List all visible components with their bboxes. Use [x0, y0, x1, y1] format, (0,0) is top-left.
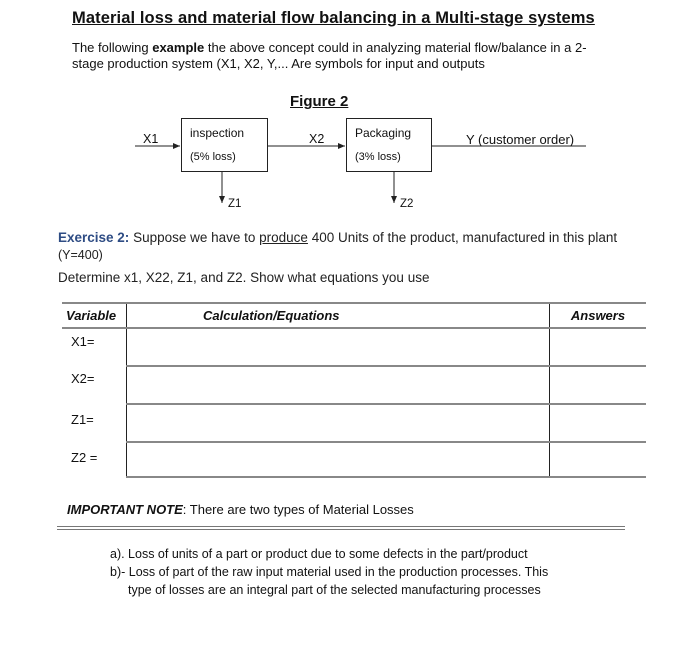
table-header-row [62, 303, 646, 328]
page-title: Material loss and material flow balancing in a Multi-stage systems [72, 9, 595, 27]
row-answer-z1[interactable] [550, 404, 647, 442]
note-label: IMPORTANT NOTE [67, 502, 183, 517]
exercise-text1: Suppose we have to [129, 230, 260, 245]
header-answers: Answers [550, 303, 647, 328]
stage-packaging-loss: (3% loss) [355, 151, 401, 163]
intro-pre: The following [72, 40, 153, 55]
row-calc-x2[interactable] [127, 366, 550, 404]
exercise-text2: 400 Units of the product, manufactured in this plant [307, 230, 618, 245]
table-row [62, 404, 646, 442]
loss-item-b: b)- Loss of part of the raw input material used in the production processes. This [110, 565, 549, 579]
exercise-statement [58, 229, 618, 264]
row-answer-x2[interactable] [550, 366, 647, 404]
label-x2: X2 [309, 132, 325, 146]
stage-inspection-loss: (5% loss) [190, 151, 236, 163]
header-calc: Calculation/Equations [127, 303, 550, 328]
calculation-table [62, 302, 646, 478]
exercise-determine: Determine x1, X22, Z1, and Z2. Show what equations you use [58, 270, 430, 285]
row-label-z2: Z2 = [62, 442, 127, 477]
label-x1: X1 [143, 132, 159, 146]
row-answer-x1[interactable] [550, 328, 647, 366]
row-calc-z1[interactable] [127, 404, 550, 442]
table-row [62, 442, 646, 477]
exercise-produce: produce [259, 230, 308, 245]
exercise-heading: Exercise 2: [58, 230, 130, 245]
row-answer-z2[interactable] [550, 442, 647, 477]
important-note [67, 502, 414, 517]
label-z1: Z1 [228, 198, 242, 210]
row-calc-z2[interactable] [127, 442, 550, 477]
note-divider [57, 526, 625, 530]
losses-list [110, 545, 590, 599]
row-label-z1: Z1= [62, 404, 127, 442]
flow-diagram [0, 0, 700, 230]
intro-bold: example [152, 40, 205, 55]
table-row [62, 328, 646, 366]
row-label-x1: X1= [62, 328, 127, 366]
label-z2: Z2 [400, 198, 414, 210]
exercise-given: (Y=400) [58, 248, 103, 262]
stage-packaging-name: Packaging [355, 126, 412, 140]
row-label-x2: X2= [62, 366, 127, 404]
label-output: Y (customer order) [466, 132, 575, 147]
header-variable: Variable [62, 303, 127, 328]
row-calc-x1[interactable] [127, 328, 550, 366]
loss-item-a: a). Loss of units of a part or product due to some defects in the part/product [110, 547, 528, 561]
table-row [62, 366, 646, 404]
stage-inspection-name: inspection [190, 126, 245, 140]
intro-post: the above concept could in analyzing material flow/balance in a 2- stage production system (X1, X2, Y,... Are symbols for input and outputs [72, 40, 587, 71]
note-text: : There are two types of Material Losses [182, 502, 414, 517]
loss-item-b-cont: type of losses are an integral part of the selected manufacturing processes [128, 583, 541, 597]
figure-title: Figure 2 [290, 93, 349, 110]
